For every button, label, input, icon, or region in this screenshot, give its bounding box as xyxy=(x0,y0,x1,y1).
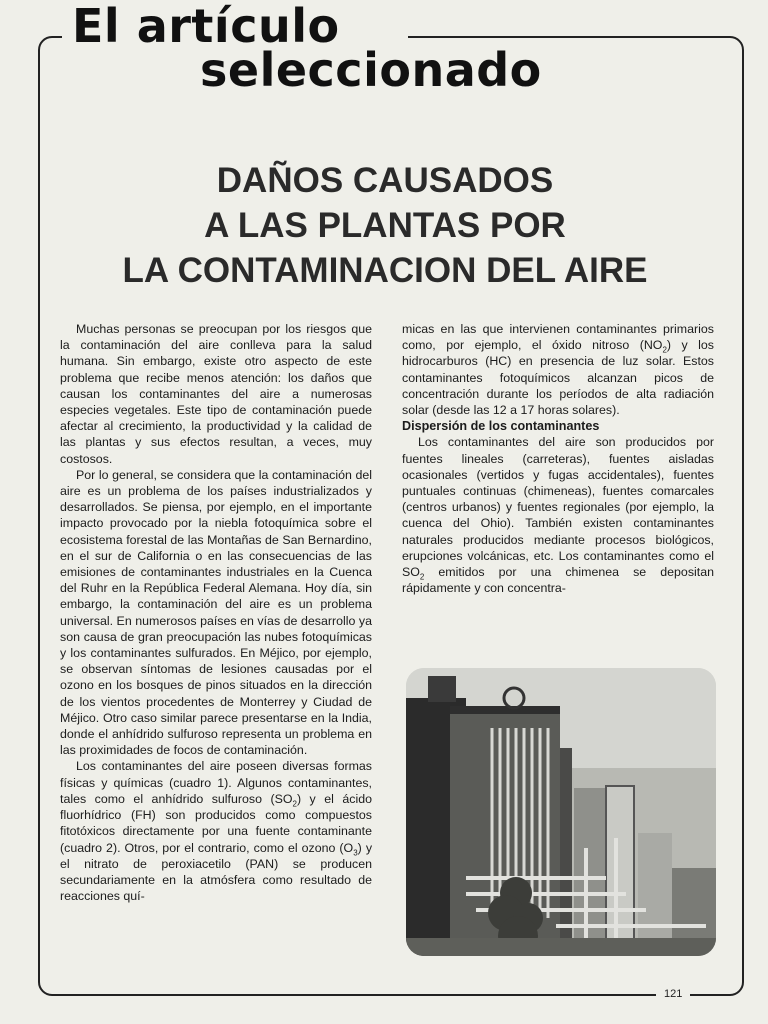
right-p2-text-a: Los contaminantes del aire son producidos por fuentes lineales (carreteras), fuentes aisladas ocasionales (vertidos y fugas accidentales), fuentes puntuales continuas (chimeneas), fuentes comarcales (centros urbanos) y fuentes regionales (por ejemplo, la cuenca del Ohio). También existen contaminantes naturales producidos mediante procesos biológicos, erupciones volcánicas, etc. Los contaminantes como el SO xyxy=(402,435,714,580)
article-title-line3: LA CONTAMINACION DEL AIRE xyxy=(122,251,648,290)
left-p3-text-a: Los contaminantes del aire poseen diversas formas físicas y químicas (cuadro 1). Algunos contaminantes, tales como el anhídrido sulfuroso (SO xyxy=(60,759,372,806)
o3-subscript: 3 xyxy=(353,847,358,857)
right-p2-text-b: emitidos por una chimenea se depositan rápidamente y con concentra- xyxy=(402,565,714,596)
article-title-line1: DAÑOS CAUSADOS xyxy=(216,161,554,200)
article-title-line2: A LAS PLANTAS POR xyxy=(204,206,566,245)
right-p1-text-a: micas en las que intervienen contaminantes primarios como, por ejemplo, el óxido nitroso (NO xyxy=(402,322,714,353)
left-paragraph-1: Muchas personas se preocupan por los riesgos que la contaminación del aire conlleva para la salud humana. Sin embargo, existe otro aspecto de este problema que recibe menos atención: los daños que causan los contaminantes del aire a numerosas especies vegetales. Este tipo de contaminación puede afectar al crecimiento, la productividad y la calidad de las plantas y sus efectos resultan, a veces, muy costosos. xyxy=(60,322,372,466)
section-header-line2: seleccionado xyxy=(200,43,542,97)
right-column xyxy=(402,321,714,596)
industrial-plant-illustration xyxy=(406,668,716,956)
article-title xyxy=(40,158,730,293)
industrial-plant-photo xyxy=(406,668,716,956)
so2-subscript: 2 xyxy=(292,799,297,809)
left-column xyxy=(60,321,372,904)
left-p3-text-c: ) y el nitrato de peroxiacetilo (PAN) se producen secundariamente en la atmósfera como resultado de reacciones quí- xyxy=(60,840,373,904)
right-paragraph-1 xyxy=(402,321,714,418)
section-header xyxy=(72,0,542,97)
section-subheading: Dispersión de los contaminantes xyxy=(402,419,600,434)
left-p3-text-b: ) y el ácido fluorhídrico (FH) son producidos como compuestos fitotóxicos directamente por una fuente contaminante (cuadro 2). Otros, por el contrario, como el ozono (O xyxy=(60,791,372,855)
left-paragraph-3 xyxy=(60,758,372,904)
right-p1-text-b: ) y los hidrocarburos (HC) en presencia de luz solar. Estos contaminantes fotoquímicos alcanzan picos de concentración durante los períodos de alta radiación solar (desde las 12 a 17 horas solares). xyxy=(402,338,714,418)
no2-subscript: 2 xyxy=(662,345,667,355)
right-paragraph-2 xyxy=(402,434,714,596)
left-paragraph-2: Por lo general, se considera que la contaminación del aire es un problema de los países industrializados y desarrollados. Se piensa, por ejemplo, en el importante impacto provocado por la niebla fotoquímica sobre el ecosistema forestal de las Montañas de San Bernardino, en el sur de California o en las consecuencias de las emisiones de contaminantes industriales en la Cuenca del Ruhr en la República Federal Alemana. Hoy día, sin embargo, la contaminación del aire es un problema universal. En numerosos países en vías de desarrollo ya son causa de gran preocupación las nubes fotoquímicas y los contaminantes sulfurados. En Méjico, por ejemplo, se observan síntomas de lesiones causadas por el ozono en los bosques de pinos situados en la dirección de los vientos procedentes de Monterrey y Ciudad de Méjico. Otro caso similar parece presentarse en la India, donde el anhídrido sulfuroso representa un problema en las proximidades de focos de contaminación. xyxy=(60,467,372,758)
section-header-line1: El artículo xyxy=(72,0,340,53)
page-number: 121 xyxy=(656,988,690,1000)
so2-subscript-2: 2 xyxy=(419,572,425,582)
